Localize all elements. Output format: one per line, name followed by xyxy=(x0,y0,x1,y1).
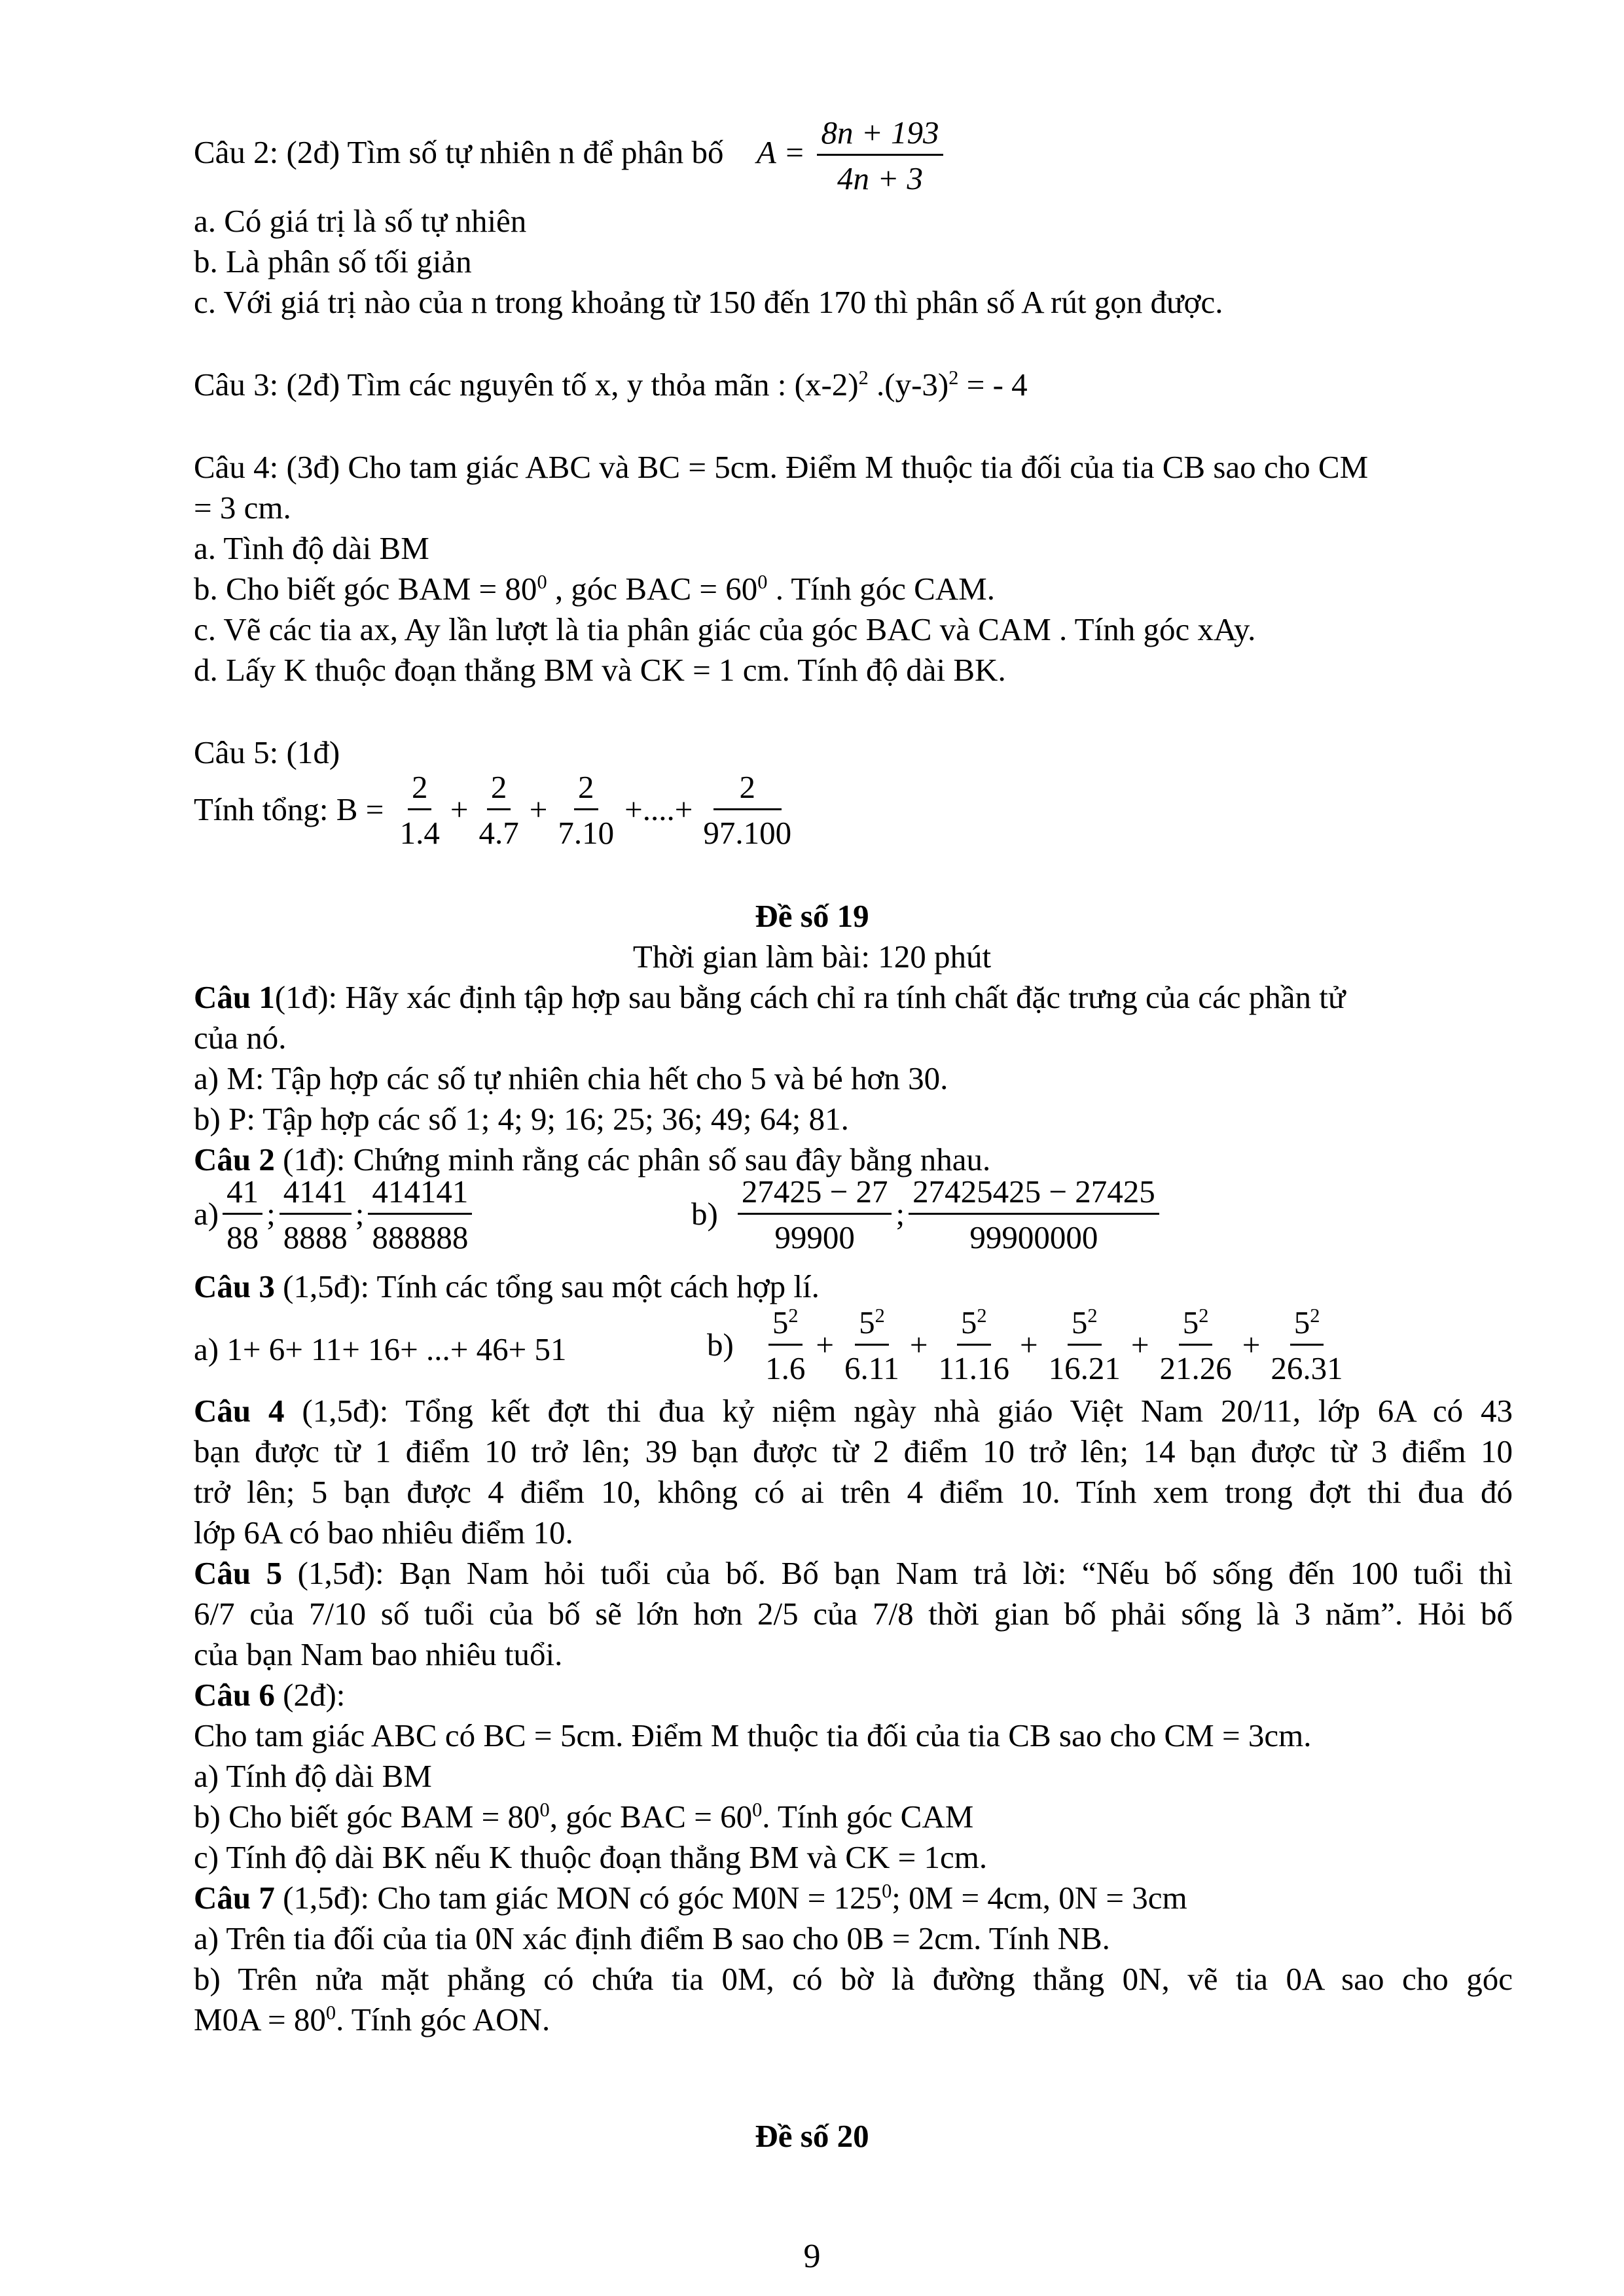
de19-cau2-b: b) $\frac{27425 - 27}{99900}$ ; $\frac{27425425 - 27425}{99900000}$ xyxy=(691,1175,1163,1253)
de19-cau5-l1: Câu 5 (1,5đ): Bạn Nam hỏi tuổi của bố. Bố bạn Nam trả lời: “Nếu bố sống đến 100 tuổi thì xyxy=(194,1555,1513,1591)
de19-cau2-fractions: a) $\frac{41}{88}$ ; $\frac{4141}{8888}$ ; $\frac{414141}{888888}$ b) $\frac{27425 - 27}{99900}$ ; $\frac{27425425 - 27425}{99900000}$ xyxy=(194,1175,1513,1253)
fraction-term: $\frac{5^2}{21.26}$ xyxy=(1159,1304,1232,1386)
cau4-prev-d: d. Lấy K thuộc đoạn thẳng BM và CK = 1 cm. Tính độ dài BK. xyxy=(194,652,1006,688)
cau2-prev-heading: Câu 2: (2đ) Tìm số tự nhiên n để phân bố A = $\frac{8n + 193}{4n + 3}$ xyxy=(194,117,1513,194)
de19-cau6: Câu 6 (2đ): xyxy=(194,1677,346,1713)
de19-cau6-a: a) Tính độ dài BM xyxy=(194,1758,432,1794)
de19-cau4-l3: trở lên; 5 bạn được 4 điểm 10, không có ai trên 4 điểm 10. Tính xem trong đợt thi đua đó xyxy=(194,1474,1513,1510)
fraction-term: $\frac{5^2}{6.11}$ xyxy=(844,1304,899,1386)
de19-cau6-l1: Cho tam giác ABC có BC = 5cm. Điểm M thuộc tia đối của tia CB sao cho CM = 3cm. xyxy=(194,1717,1312,1753)
de19-cau2: Câu 2 (1đ): Chứng minh rằng các phân số sau đây bằng nhau. xyxy=(194,1141,991,1177)
cau4-prev-a: a. Tình độ dài BM xyxy=(194,530,429,566)
fraction-term: $\frac{2}{1.4}$ xyxy=(399,769,440,851)
fraction-term: $\frac{5^2}{11.16}$ xyxy=(938,1304,1009,1386)
de19-cau5-l2: 6/7 của 7/10 số tuổi của bố sẽ lớn hơn 2/5 của 7/8 thời gian bố phải sống là 3 năm”. Hỏi bố xyxy=(194,1596,1513,1632)
de19-cau7: Câu 7 (1,5đ): Cho tam giác MON có góc $M0N = 125^0$; 0M = 4cm, 0N = 3cm xyxy=(194,1880,1187,1916)
de19-cau7-b1: b) Trên nửa mặt phẳng có chứa tia 0M, có bờ là đường thẳng 0N, vẽ tia 0A sao cho góc xyxy=(194,1961,1513,1997)
exam-time: Thời gian làm bài: 120 phút xyxy=(632,939,992,975)
fraction-lhs: A = xyxy=(756,134,806,170)
fraction-term: $\frac{2}{97.100}$ xyxy=(703,769,792,851)
fraction-term: $\frac{414141}{888888}$ xyxy=(368,1175,472,1253)
cau3-prev: Câu 3: (2đ) Tìm các nguyên tố x, y thỏa mãn : $(x-2)^2$ $.(y-3)^2$ = - 4 xyxy=(194,367,1028,403)
de19-cau1-b: b) P: Tập hợp các số 1; 4; 9; 16; 25; 36; 49; 64; 81. xyxy=(194,1101,849,1137)
fraction-term: $\frac{5^2}{26.31}$ xyxy=(1271,1304,1343,1386)
cau4-prev-c: c. Vẽ các tia ax, Ay lần lượt là tia phân giác của góc BAC và CAM . Tính góc xAy. xyxy=(194,611,1256,647)
cau4-prev-l2: = 3 cm. xyxy=(194,490,291,526)
de19-cau7-a: a) Trên tia đối của tia 0N xác định điểm B sao cho 0B = 2cm. Tính NB. xyxy=(194,1920,1110,1956)
de19-cau3-b: b) $\frac{5^2}{1.6}$ + $\frac{5^2}{6.11}$ + $\frac{5^2}{11.16}$ + $\frac{5^2}{16.21}$ + $\frac{5^2}{21.26}$ + $\frac{5^2}{26.31}$ xyxy=(707,1306,1351,1384)
fraction-term: $\frac{2}{7.10}$ xyxy=(558,769,615,851)
de19-cau1-l2: của nó. xyxy=(194,1020,287,1056)
de19-cau7-b2: $M0A = 80^0$. Tính góc AON. xyxy=(194,2001,550,2037)
fraction-term: $\frac{27425 - 27}{99900}$ xyxy=(738,1175,892,1253)
de19-cau5-l3: của bạn Nam bao nhiêu tuổi. xyxy=(194,1636,563,1672)
fraction-term: $\frac{5^2}{16.21}$ xyxy=(1048,1304,1121,1386)
cau4-prev-l1: Câu 4: (3đ) Cho tam giác ABC và BC = 5cm. Điểm M thuộc tia đối của tia CB sao cho CM xyxy=(194,449,1369,485)
fraction-term: $\frac{41}{88}$ xyxy=(223,1175,262,1253)
de19-cau1-a: a) M: Tập hợp các số tự nhiên chia hết cho 5 và bé hơn 30. xyxy=(194,1060,948,1096)
de19-cau3: Câu 3 (1,5đ): Tính các tổng sau một cách hợp lí. xyxy=(194,1268,820,1304)
de19-cau6-c: c) Tính độ dài BK nếu K thuộc đoạn thẳng BM và CK = 1cm. xyxy=(194,1839,988,1875)
fraction-A: $\frac{8n + 193}{4n + 3}$ xyxy=(817,117,943,194)
fraction-term: $\frac{5^2}{1.6}$ xyxy=(765,1304,806,1386)
exam-title-19: Đề số 19 xyxy=(755,898,869,934)
exam-title-20: Đề số 20 xyxy=(755,2118,869,2154)
cau5-prev-heading: Câu 5: (1đ) xyxy=(194,734,340,770)
de19-cau4-l4: lớp 6A có bao nhiêu điểm 10. xyxy=(194,1515,573,1551)
de19-cau4-l2: bạn được từ 1 điểm 10 trở lên; 39 bạn được từ 2 điểm 10 trở lên; 14 bạn được từ 3 điểm 10 xyxy=(194,1433,1513,1469)
cau2-prev-c: c. Với giá trị nào của n trong khoảng từ 150 đến 170 thì phân số A rút gọn được. xyxy=(194,284,1223,320)
fraction-term: $\frac{27425425 - 27425}{99900000}$ xyxy=(909,1175,1159,1253)
de19-cau6-b: b) Cho biết góc BAM = $80^0$, góc BAC = $60^0$. Tính góc CAM xyxy=(194,1799,974,1835)
page-number: 9 xyxy=(803,2238,821,2275)
cau2-prev-b: b. Là phân số tối giản xyxy=(194,243,472,279)
fraction-term: $\frac{2}{4.7}$ xyxy=(478,769,519,851)
de19-cau4-l1: Câu 4 (1,5đ): Tổng kết đợt thi đua kỷ niệm ngày nhà giáo Việt Nam 20/11, lớp 6A có 43 xyxy=(194,1393,1513,1429)
fraction-term: $\frac{4141}{8888}$ xyxy=(280,1175,352,1253)
cau4-prev-b: b. Cho biết góc BAM = $80^0$ , góc BAC = $60^0$ . Tính góc CAM. xyxy=(194,571,995,607)
de19-cau3-sums: a) 1+ 6+ 11+ 16+ ...+ 46+ 51 b) $\frac{5^2}{1.6}$ + $\frac{5^2}{6.11}$ + $\frac{5^2}{11.16}$ + $\frac{5^2}{16.21}$ + $\frac{5^2}{21.26}$ + $\frac{5^2}{26.31}$ xyxy=(194,1306,1513,1368)
cau5-prev-sum: Tính tổng: B = $\frac{2}{1.4}$ + $\frac{2}{4.7}$ + $\frac{2}{7.10}$ +....+ $\frac{2}{97.100}$ xyxy=(194,771,1513,849)
de19-cau1-l1: Câu 1(1đ): Hãy xác định tập hợp sau bằng cách chỉ ra tính chất đặc trưng của các phần tử xyxy=(194,979,1346,1015)
cau2-prev-a: a. Có giá trị là số tự nhiên xyxy=(194,203,527,239)
